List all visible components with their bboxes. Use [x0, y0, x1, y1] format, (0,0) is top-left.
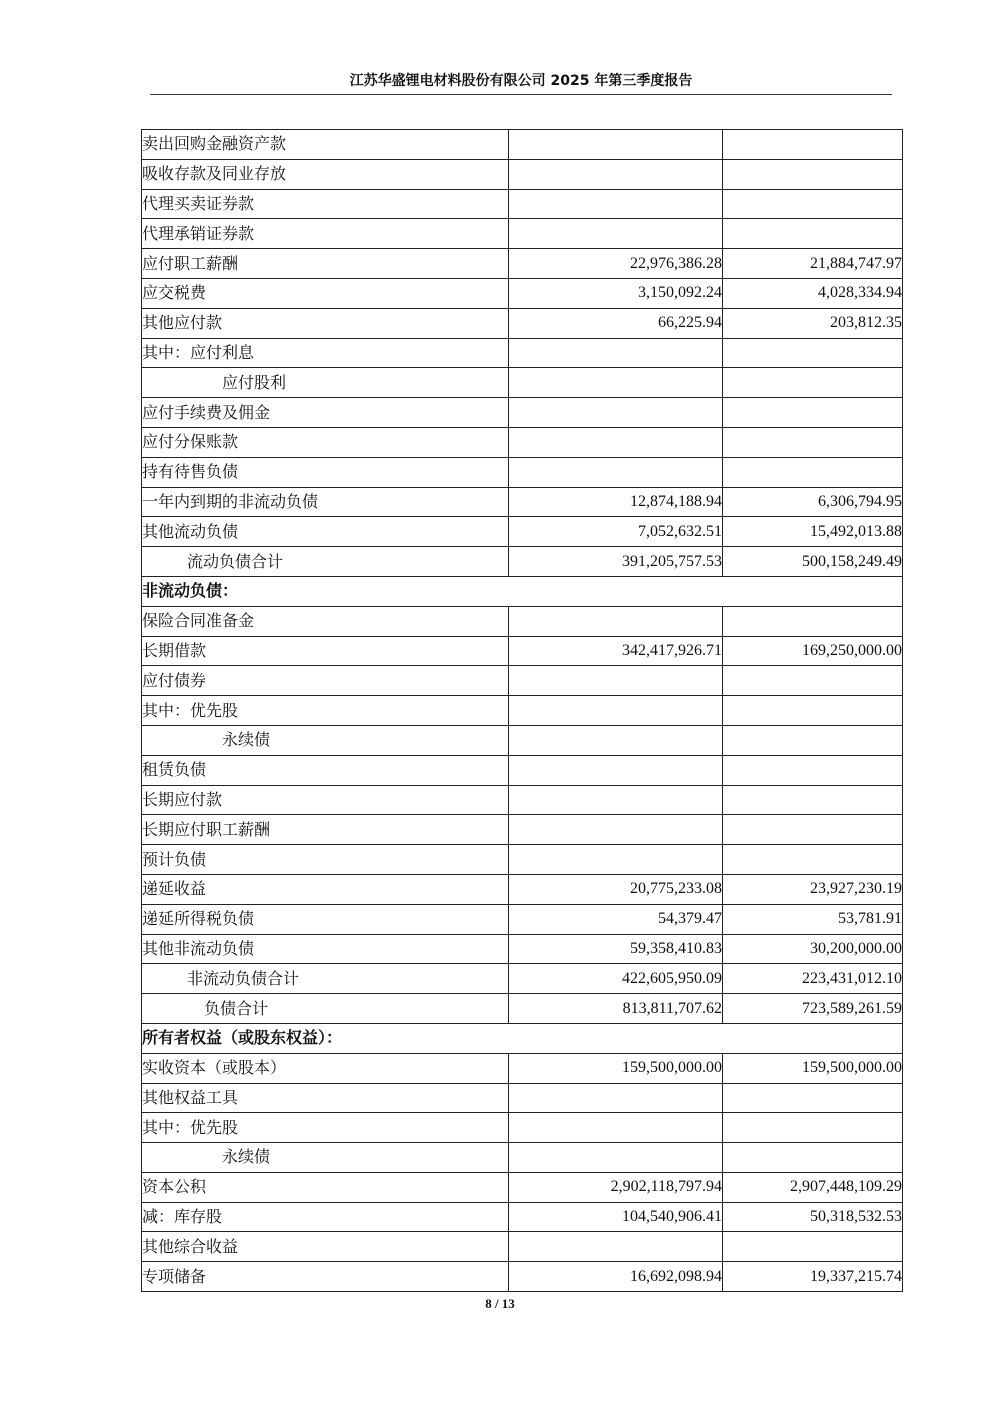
table-row	[142, 994, 903, 1024]
table-row	[142, 874, 903, 904]
row-label: 应付股利	[142, 368, 509, 398]
table-row	[142, 368, 903, 398]
prior-period-value	[723, 606, 903, 636]
current-period-value	[509, 725, 723, 755]
section-title: 所有者权益（或股东权益）：	[142, 1023, 903, 1053]
table-row	[142, 517, 903, 547]
current-period-value: 59,358,410.83	[509, 934, 723, 964]
row-label: 长期应付款	[142, 785, 509, 815]
current-period-value: 2,902,118,797.94	[509, 1172, 723, 1202]
table-row	[142, 1262, 903, 1292]
current-period-value	[509, 755, 723, 785]
prior-period-value: 6,306,794.95	[723, 487, 903, 517]
table-row	[142, 487, 903, 517]
current-period-value: 159,500,000.00	[509, 1053, 723, 1083]
table-row	[142, 696, 903, 726]
row-label: 卖出回购金融资产款	[142, 130, 509, 160]
balance-sheet-table	[141, 129, 903, 1292]
table-row	[142, 636, 903, 666]
current-period-value	[509, 398, 723, 428]
table-row	[142, 278, 903, 308]
row-label: 一年内到期的非流动负债	[142, 487, 509, 517]
table-row	[142, 845, 903, 875]
prior-period-value	[723, 338, 903, 368]
prior-period-value: 723,589,261.59	[723, 994, 903, 1024]
current-period-value: 54,379.47	[509, 904, 723, 934]
current-period-value	[509, 666, 723, 696]
prior-period-value	[723, 398, 903, 428]
row-label: 租赁负债	[142, 755, 509, 785]
section-header-row	[142, 576, 903, 606]
table-row	[142, 755, 903, 785]
row-label: 代理买卖证券款	[142, 189, 509, 219]
current-period-value: 813,811,707.62	[509, 994, 723, 1024]
table-row	[142, 130, 903, 160]
current-period-value	[509, 189, 723, 219]
current-period-value	[509, 606, 723, 636]
table-row	[142, 547, 903, 577]
prior-period-value	[723, 755, 903, 785]
table-body	[142, 130, 903, 1292]
prior-period-value	[723, 815, 903, 845]
prior-period-value: 15,492,013.88	[723, 517, 903, 547]
prior-period-value	[723, 1232, 903, 1262]
table-row	[142, 427, 903, 457]
row-label: 其他流动负债	[142, 517, 509, 547]
table-row	[142, 219, 903, 249]
current-period-value	[509, 219, 723, 249]
prior-period-value	[723, 1113, 903, 1143]
row-label: 其他综合收益	[142, 1232, 509, 1262]
table-row	[142, 1143, 903, 1173]
row-label: 实收资本（或股本）	[142, 1053, 509, 1083]
current-period-value: 104,540,906.41	[509, 1202, 723, 1232]
table-row	[142, 249, 903, 279]
table-row	[142, 457, 903, 487]
prior-period-value	[723, 666, 903, 696]
table-row	[142, 1202, 903, 1232]
table-row	[142, 666, 903, 696]
row-label: 吸收存款及同业存放	[142, 159, 509, 189]
prior-period-value: 53,781.91	[723, 904, 903, 934]
prior-period-value	[723, 845, 903, 875]
current-period-value: 20,775,233.08	[509, 874, 723, 904]
row-label: 长期应付职工薪酬	[142, 815, 509, 845]
table-row	[142, 338, 903, 368]
row-label: 其中：优先股	[142, 696, 509, 726]
section-header-row	[142, 1023, 903, 1053]
prior-period-value	[723, 130, 903, 160]
row-label: 递延所得税负债	[142, 904, 509, 934]
table-row	[142, 1113, 903, 1143]
current-period-value	[509, 159, 723, 189]
current-period-value: 7,052,632.51	[509, 517, 723, 547]
row-label: 代理承销证券款	[142, 219, 509, 249]
row-label: 应付手续费及佣金	[142, 398, 509, 428]
row-label: 永续债	[142, 1143, 509, 1173]
prior-period-value	[723, 1143, 903, 1173]
table-row	[142, 785, 903, 815]
prior-period-value: 21,884,747.97	[723, 249, 903, 279]
row-label: 其他非流动负债	[142, 934, 509, 964]
prior-period-value: 30,200,000.00	[723, 934, 903, 964]
current-period-value	[509, 338, 723, 368]
row-label: 应付债券	[142, 666, 509, 696]
current-period-value	[509, 1113, 723, 1143]
row-label: 流动负债合计	[142, 547, 509, 577]
row-label: 非流动负债合计	[142, 964, 509, 994]
prior-period-value: 23,927,230.19	[723, 874, 903, 904]
table-row	[142, 189, 903, 219]
table-row	[142, 1172, 903, 1202]
prior-period-value	[723, 427, 903, 457]
prior-period-value	[723, 725, 903, 755]
prior-period-value: 203,812.35	[723, 308, 903, 338]
table-row	[142, 934, 903, 964]
current-period-value	[509, 815, 723, 845]
current-period-value	[509, 368, 723, 398]
current-period-value	[509, 427, 723, 457]
report-header: 江苏华盛锂电材料股份有限公司 2025 年第三季度报告	[150, 72, 892, 95]
prior-period-value: 169,250,000.00	[723, 636, 903, 666]
prior-period-value: 159,500,000.00	[723, 1053, 903, 1083]
prior-period-value: 19,337,215.74	[723, 1262, 903, 1292]
row-label: 应付职工薪酬	[142, 249, 509, 279]
table-row	[142, 1083, 903, 1113]
row-label: 预计负债	[142, 845, 509, 875]
row-label: 长期借款	[142, 636, 509, 666]
current-period-value: 391,205,757.53	[509, 547, 723, 577]
prior-period-value: 500,158,249.49	[723, 547, 903, 577]
current-period-value: 66,225.94	[509, 308, 723, 338]
table-row	[142, 606, 903, 636]
table-row	[142, 904, 903, 934]
prior-period-value: 2,907,448,109.29	[723, 1172, 903, 1202]
table-row	[142, 398, 903, 428]
prior-period-value: 50,318,532.53	[723, 1202, 903, 1232]
section-title: 非流动负债：	[142, 576, 903, 606]
row-label: 专项储备	[142, 1262, 509, 1292]
current-period-value: 12,874,188.94	[509, 487, 723, 517]
row-label: 其他应付款	[142, 308, 509, 338]
row-label: 其他权益工具	[142, 1083, 509, 1113]
prior-period-value	[723, 159, 903, 189]
prior-period-value: 223,431,012.10	[723, 964, 903, 994]
row-label: 应交税费	[142, 278, 509, 308]
prior-period-value	[723, 368, 903, 398]
current-period-value: 3,150,092.24	[509, 278, 723, 308]
row-label: 永续债	[142, 725, 509, 755]
prior-period-value	[723, 457, 903, 487]
prior-period-value	[723, 696, 903, 726]
prior-period-value	[723, 1083, 903, 1113]
prior-period-value: 4,028,334.94	[723, 278, 903, 308]
current-period-value: 342,417,926.71	[509, 636, 723, 666]
row-label: 资本公积	[142, 1172, 509, 1202]
current-period-value	[509, 696, 723, 726]
prior-period-value	[723, 219, 903, 249]
row-label: 负债合计	[142, 994, 509, 1024]
row-label: 递延收益	[142, 874, 509, 904]
prior-period-value	[723, 785, 903, 815]
current-period-value	[509, 845, 723, 875]
table-row	[142, 1232, 903, 1262]
table-row	[142, 1053, 903, 1083]
current-period-value: 22,976,386.28	[509, 249, 723, 279]
current-period-value: 16,692,098.94	[509, 1262, 723, 1292]
prior-period-value	[723, 189, 903, 219]
table-row	[142, 964, 903, 994]
table-row	[142, 725, 903, 755]
current-period-value	[509, 130, 723, 160]
table-row	[142, 308, 903, 338]
row-label: 持有待售负债	[142, 457, 509, 487]
table-row	[142, 815, 903, 845]
current-period-value	[509, 1083, 723, 1113]
row-label: 减：库存股	[142, 1202, 509, 1232]
current-period-value	[509, 457, 723, 487]
row-label: 其中：应付利息	[142, 338, 509, 368]
current-period-value: 422,605,950.09	[509, 964, 723, 994]
row-label: 其中：优先股	[142, 1113, 509, 1143]
current-period-value	[509, 785, 723, 815]
row-label: 应付分保账款	[142, 427, 509, 457]
table-row	[142, 159, 903, 189]
row-label: 保险合同准备金	[142, 606, 509, 636]
page-number: 8 / 13	[485, 1296, 515, 1311]
current-period-value	[509, 1143, 723, 1173]
current-period-value	[509, 1232, 723, 1262]
